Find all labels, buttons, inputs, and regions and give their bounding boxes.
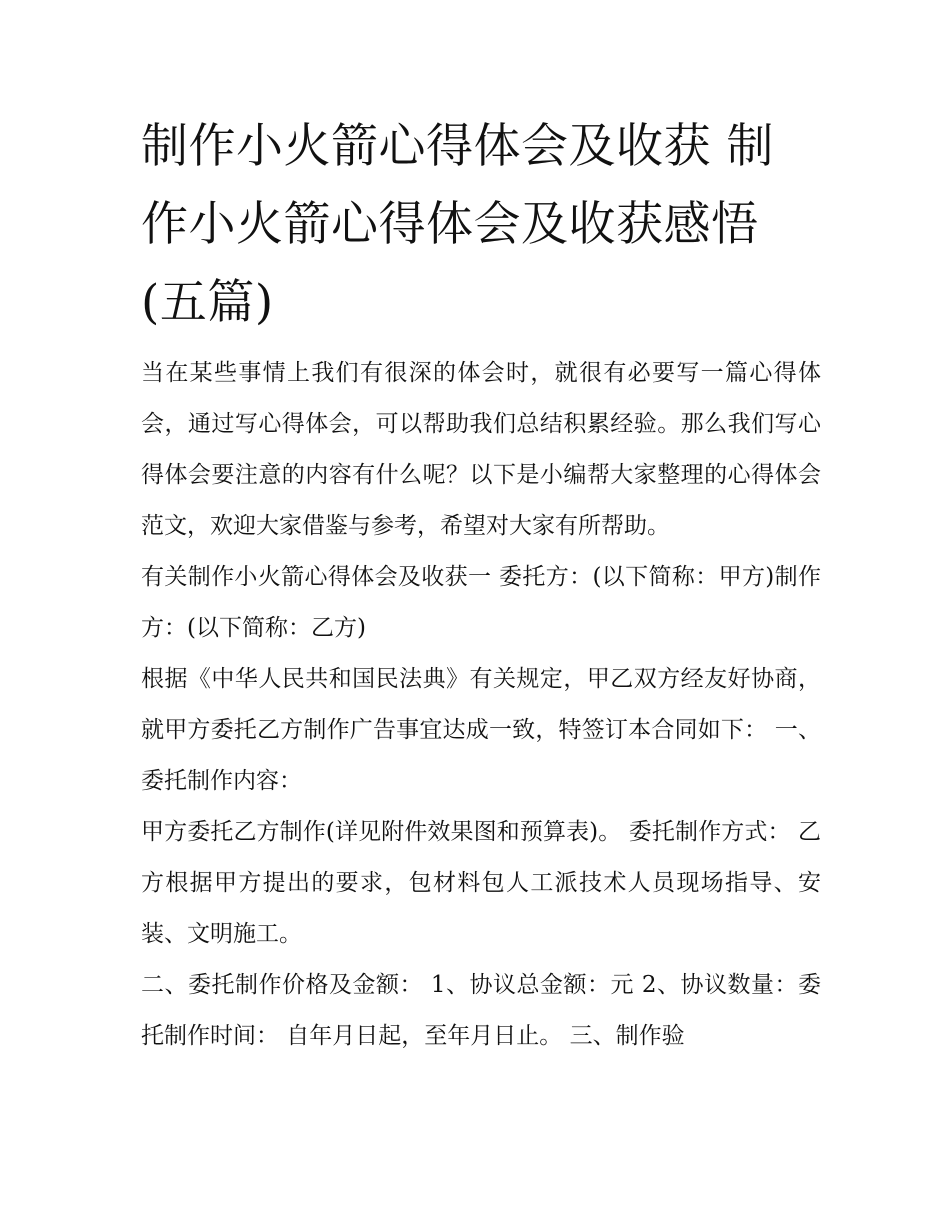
- paragraph-intro: 当在某些事情上我们有很深的体会时，就很有必要写一篇心得体会，通过写心得体会，可以帮助我们总结积累经验。那么我们写心得体会要注意的内容有什么呢？以下是小编帮大家整理的心得体会范文，欢迎大家借鉴与参考，希望对大家有所帮助。: [141, 360, 821, 539]
- paragraph-legal-basis: 根据《中华人民共和国民法典》有关规定，甲乙双方经友好协商，就甲方委托乙方制作广告事宜达成一致，特签订本合同如下： 一、委托制作内容：: [141, 666, 821, 794]
- document-body: [141, 108, 821, 1062]
- document-title: 制作小火箭心得体会及收获 制作小火箭心得体会及收获感悟(五篇): [141, 119, 774, 330]
- paragraph-parties: 有关制作小火箭心得体会及收获一 委托方：(以下简称：甲方)制作方：(以下简称：乙方): [141, 564, 821, 641]
- paragraph-price-and-time: 二、委托制作价格及金额： 1、协议总金额：元 2、协议数量：委托制作时间： 自年月日起，至年月日止。 三、制作验: [141, 972, 821, 1049]
- paragraph-commission-content: 甲方委托乙方制作(详见附件效果图和预算表)。 委托制作方式： 乙方根据甲方提出的要求，包材料包人工派技术人员现场指导、安装、文明施工。: [141, 819, 821, 947]
